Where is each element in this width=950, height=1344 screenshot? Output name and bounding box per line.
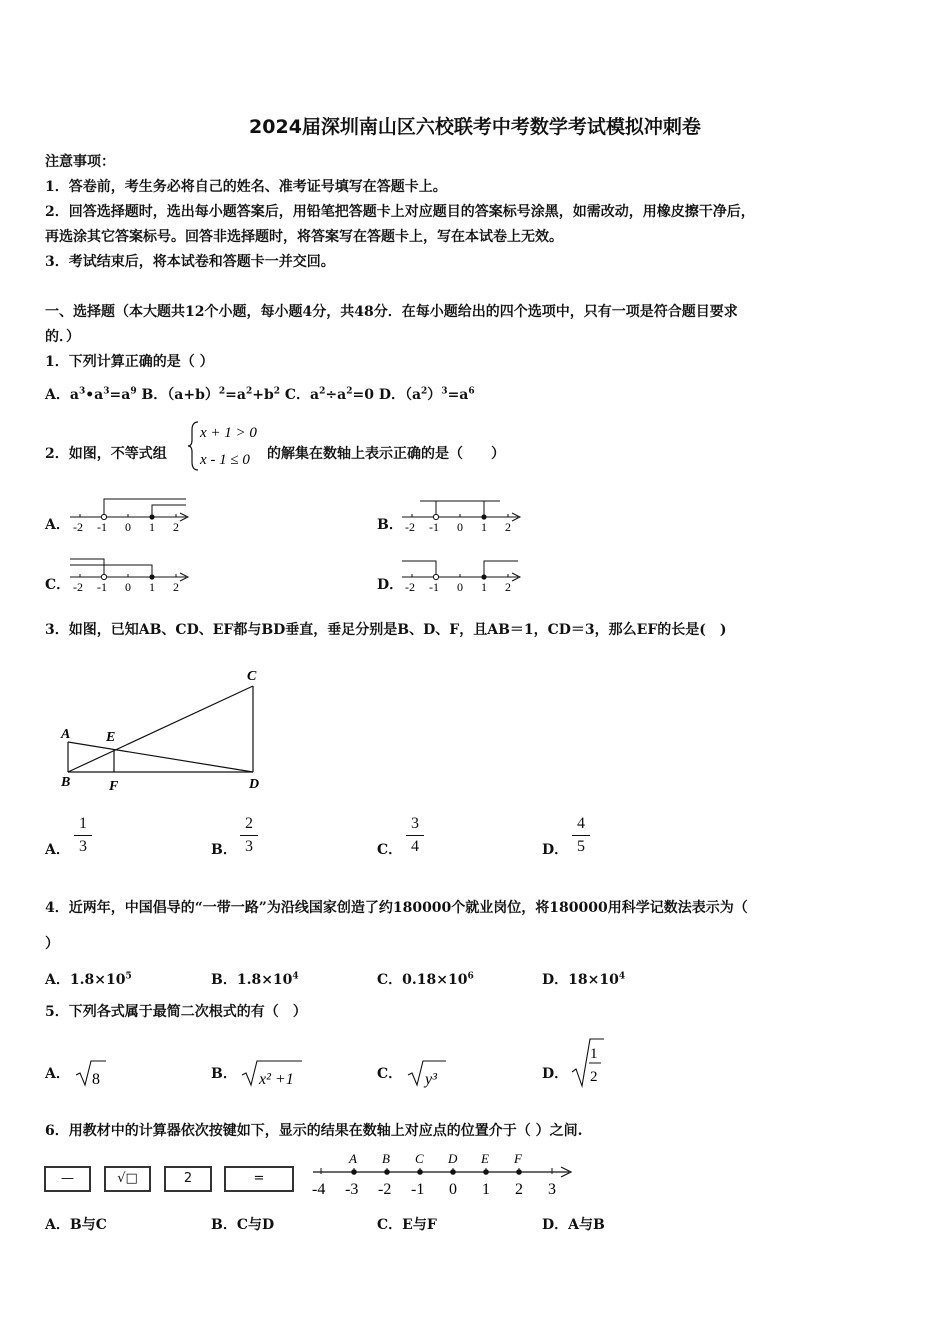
- q1-options: A．$a^3•a^3=a^9$ B．$(a+b)^2=a^2+b^2$ C．$a^2\div a^2=0$ D．$(a^2)^3=a^6$: [45, 386, 475, 403]
- q5-option-c-radical: [406, 1055, 448, 1089]
- q3-option-d-fraction: 4 5: [572, 815, 590, 856]
- solution-ray: [484, 561, 518, 577]
- tick-label: -1: [97, 580, 107, 594]
- q2-ineq-2: x - 1 ≤ 0: [200, 452, 250, 468]
- tick-label: 2: [505, 580, 511, 594]
- notice-item-1: 1．答卷前，考生务必将自己的姓名、准考证号填写在答题卡上。: [45, 179, 447, 195]
- q6-option-c: C．E与F: [377, 1217, 437, 1233]
- point-label: F: [514, 1151, 522, 1166]
- q2-numberline-d: [400, 555, 530, 595]
- q2-option-b-label: B．: [377, 517, 403, 533]
- q4-option-a: A．$1.8\times 10^5$: [45, 971, 132, 988]
- tick-label: 0: [457, 580, 463, 594]
- tick-label: -1: [429, 580, 439, 594]
- notice-item-2b: 再选涂其它答案标号。回答非选择题时，将答案写在答题卡上，写在本试卷上无效。: [45, 229, 563, 245]
- tick-label: 2: [173, 520, 179, 534]
- open-dot-icon: [101, 514, 106, 519]
- tick-label: -1: [411, 1181, 425, 1198]
- solution-ray: [402, 561, 436, 577]
- q5-option-d-label: D．: [542, 1066, 569, 1082]
- q2-numberline-b: [400, 495, 530, 535]
- q6-stem: 6．用教材中的计算器依次按键如下，显示的结果在数轴上对应点的位置介于（ ）之间.: [45, 1123, 583, 1139]
- point-d-label: D: [249, 777, 260, 792]
- segment-ad: [68, 742, 253, 772]
- tick-label: 1: [481, 520, 487, 534]
- tick-label: -2: [405, 520, 415, 534]
- point-label: E: [481, 1151, 489, 1166]
- tick-label: 1: [149, 580, 155, 594]
- q4-stem-line2: ）: [45, 936, 59, 952]
- q2-option-c-label: C．: [45, 577, 71, 593]
- q4-stem-line1: 4．近两年，中国倡导的“一带一路”为沿线国家创造了约180000个就业岗位，将180000用科学记数法表示为（: [45, 900, 748, 916]
- q3-option-b-fraction: 2 3: [240, 815, 258, 856]
- tick-label: 2: [173, 580, 179, 594]
- q2-stem-prefix: 2．如图，不等式组: [45, 446, 167, 462]
- svg-text:8: 8: [92, 1071, 100, 1088]
- point-dot-icon: [450, 1169, 456, 1175]
- q2-option-d-label: D．: [377, 577, 404, 593]
- tick-label: -2: [73, 580, 83, 594]
- section-heading-line1: 一、选择题（本大题共12个小题，每小题4分，共48分．在每小题给出的四个选项中，只有一项是符合题目要求: [45, 304, 738, 320]
- q5-option-a-radical: [74, 1055, 108, 1089]
- svg-text:2: 2: [590, 1069, 598, 1085]
- tick-label: 2: [505, 520, 511, 534]
- point-label: A: [349, 1151, 357, 1166]
- tick-label: 1: [481, 580, 487, 594]
- point-label: B: [382, 1151, 390, 1166]
- notice-item-3: 3．考试结束后，将本试卷和答题卡一并交回。: [45, 254, 335, 270]
- q6-option-b: B．C与D: [211, 1217, 275, 1233]
- closed-dot-icon: [149, 514, 154, 519]
- svg-text:x² +1: x² +1: [259, 1071, 294, 1088]
- open-dot-icon: [433, 514, 438, 519]
- tick-label: 0: [125, 520, 131, 534]
- point-e-label: E: [106, 730, 116, 745]
- q3-option-a-label: A．: [45, 842, 70, 858]
- solution-ray: [70, 559, 104, 577]
- point-a-label: A: [61, 727, 71, 742]
- q3-option-b-label: B．: [211, 842, 237, 858]
- q3-option-d-label: D．: [542, 842, 569, 858]
- q2-numberline-c: [68, 555, 198, 595]
- q6-option-d: D．A与B: [542, 1217, 605, 1233]
- q5-option-c-label: C．: [377, 1066, 403, 1082]
- minus-key: —: [44, 1166, 91, 1192]
- q5-option-d-radical: [570, 1036, 606, 1090]
- tick-label: -4: [312, 1181, 326, 1198]
- q3-option-a-fraction: 1 3: [74, 815, 92, 856]
- q2-ineq-1: x + 1 > 0: [200, 425, 257, 441]
- q3-stem: 3．如图，已知AB、CD、EF都与BD垂直，垂足分别是B、D、F，且AB＝1，CD＝3，那么EF的长是( ): [45, 622, 727, 638]
- q5-option-a-label: A．: [45, 1066, 70, 1082]
- page-title: 2024届深圳南山区六校联考中考数学考试模拟冲刺卷: [249, 116, 701, 138]
- q5-option-b-radical: [240, 1055, 304, 1089]
- tick-label: 0: [457, 520, 463, 534]
- sqrt-key: √□: [104, 1166, 151, 1192]
- q2-inequality-system: [188, 418, 268, 474]
- svg-text:y³: y³: [425, 1071, 437, 1088]
- point-dot-icon: [417, 1169, 423, 1175]
- q1-stem: 1．下列计算正确的是（ ）: [45, 354, 214, 370]
- tick-label: 0: [449, 1181, 457, 1198]
- tick-label: -1: [429, 520, 439, 534]
- point-dot-icon: [384, 1169, 390, 1175]
- point-dot-icon: [351, 1169, 357, 1175]
- solution-ray: [70, 565, 152, 577]
- point-dot-icon: [516, 1169, 522, 1175]
- point-dot-icon: [483, 1169, 489, 1175]
- svg-text:1: 1: [590, 1046, 598, 1062]
- q2-option-a-label: A．: [45, 517, 70, 533]
- brace-icon: [188, 422, 198, 470]
- q2-stem-suffix: 的解集在数轴上表示正确的是（ ）: [267, 446, 505, 462]
- q4-option-b: B．$1.8\times 10^4$: [211, 971, 299, 988]
- equals-key: =: [224, 1166, 294, 1192]
- q3-figure: [55, 660, 275, 800]
- tick-label: -1: [97, 520, 107, 534]
- q5-option-b-label: B．: [211, 1066, 237, 1082]
- tick-label: 1: [149, 520, 155, 534]
- q2-numberline-a: [68, 495, 198, 535]
- two-key: 2: [164, 1166, 212, 1192]
- tick-label: 2: [515, 1181, 523, 1198]
- notice-item-2a: 2．回答选择题时，选出每小题答案后，用铅笔把答题卡上对应题目的答案标号涂黑，如需改动，用橡皮擦干净后，: [45, 204, 755, 220]
- solution-ray: [104, 499, 186, 517]
- tick-label: 0: [125, 580, 131, 594]
- q3-option-c-fraction: 3 4: [406, 815, 424, 856]
- q4-option-c: C．$0.18\times 10^6$: [377, 971, 474, 988]
- tick-label: -2: [73, 520, 83, 534]
- segment-bc: [68, 686, 253, 772]
- closed-dot-icon: [481, 514, 486, 519]
- point-b-label: B: [61, 775, 71, 790]
- point-f-label: F: [109, 779, 119, 794]
- closed-dot-icon: [481, 574, 486, 579]
- q6-numberline: [305, 1146, 575, 1200]
- closed-dot-icon: [149, 574, 154, 579]
- tick-label: 3: [548, 1181, 556, 1198]
- point-label: C: [415, 1151, 424, 1166]
- point-c-label: C: [247, 669, 257, 684]
- tick-label: 1: [482, 1181, 490, 1198]
- open-dot-icon: [101, 574, 106, 579]
- q4-option-d: D．$18\times 10^4$: [542, 971, 626, 988]
- tick-label: -2: [378, 1181, 392, 1198]
- notice-heading: 注意事项：: [45, 154, 115, 170]
- section-heading-line2: 的．）: [45, 329, 80, 345]
- open-dot-icon: [433, 574, 438, 579]
- solution-ray: [152, 505, 186, 517]
- q6-option-a: A．B与C: [45, 1217, 107, 1233]
- q3-option-c-label: C．: [377, 842, 403, 858]
- q5-stem: 5．下列各式属于最简二次根式的有（ ）: [45, 1004, 307, 1020]
- point-label: D: [448, 1151, 458, 1166]
- tick-label: -2: [405, 580, 415, 594]
- tick-label: -3: [345, 1181, 359, 1198]
